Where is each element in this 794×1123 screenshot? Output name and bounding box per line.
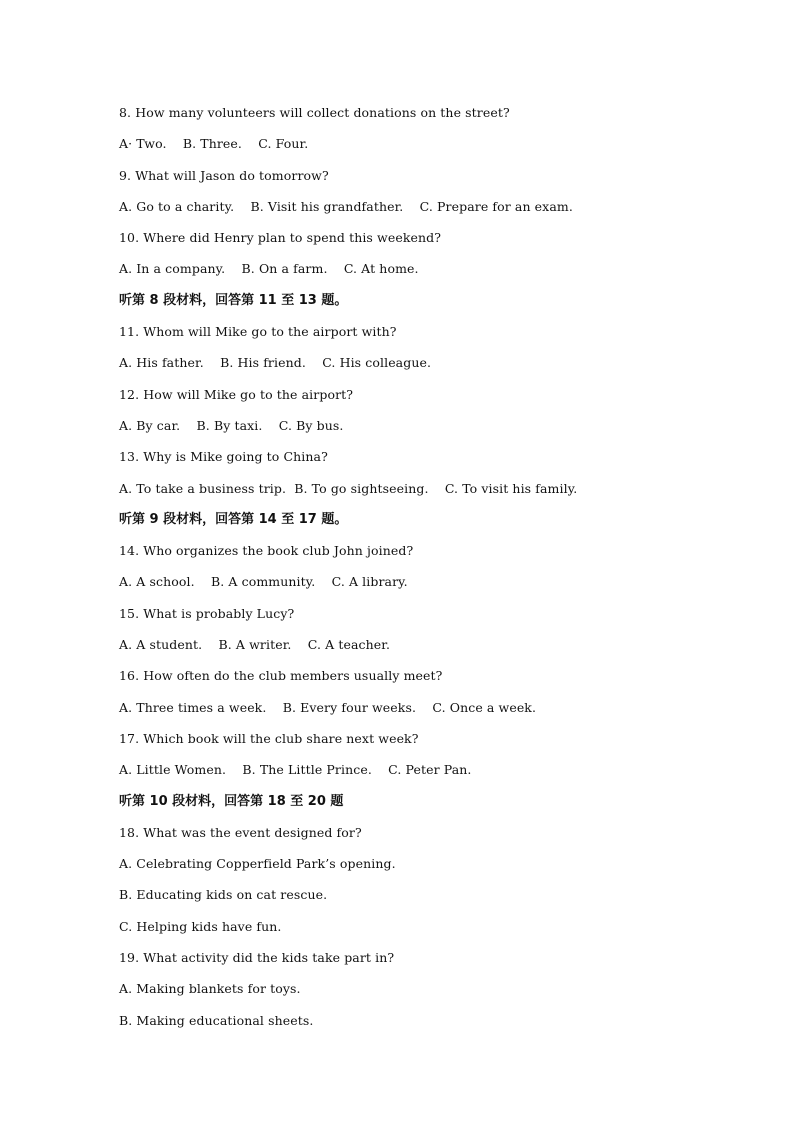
question-14: 14. Who organizes the book club John joined? xyxy=(119,543,414,559)
options-14: A. A school. B. A community. C. A library. xyxy=(119,574,408,590)
options-8: A· Two. B. Three. C. Four. xyxy=(119,136,309,152)
option-18-b: B. Educating kids on cat rescue. xyxy=(119,887,328,903)
options-10: A. In a company. B. On a farm. C. At home. xyxy=(119,261,419,277)
section-heading-8: 听第 8 段材料，回答第 11 至 13 题。 xyxy=(119,292,348,308)
document-page xyxy=(119,102,719,1041)
question-8: 8. How many volunteers will collect donations on the street? xyxy=(119,105,510,120)
option-19-a: A. Making blankets for toys. xyxy=(119,981,301,997)
question-12: 12. How will Mike go to the airport? xyxy=(119,386,354,402)
question-9: 9. What will Jason do tomorrow? xyxy=(119,167,329,183)
options-12: A. By car. B. By taxi. C. By bus. xyxy=(119,417,344,433)
question-18: 18. What was the event designed for? xyxy=(119,824,362,840)
options-16: A. Three times a week. B. Every four weeks. C. Once a week. xyxy=(119,699,537,715)
question-11: 11. Whom will Mike go to the airport with? xyxy=(119,324,397,340)
question-13: 13. Why is Mike going to China? xyxy=(119,449,328,465)
option-18-c: C. Helping kids have fun. xyxy=(119,918,282,934)
options-11: A. His father. B. His friend. C. His colleague. xyxy=(119,355,432,371)
options-9: A. Go to a charity. B. Visit his grandfather. C. Prepare for an exam. xyxy=(119,198,573,214)
question-16: 16. How often do the club members usually meet? xyxy=(119,668,443,684)
question-17: 17. Which book will the club share next week? xyxy=(119,730,419,746)
option-19-b: B. Making educational sheets. xyxy=(119,1012,314,1028)
options-13: A. To take a business trip. B. To go sightseeing. C. To visit his family. xyxy=(119,480,578,496)
options-17: A. Little Women. B. The Little Prince. C. Peter Pan. xyxy=(119,762,472,778)
question-19: 19. What activity did the kids take part in? xyxy=(119,950,395,966)
question-10: 10. Where did Henry plan to spend this weekend? xyxy=(119,230,442,246)
question-15: 15. What is probably Lucy? xyxy=(119,605,295,621)
option-18-a: A. Celebrating Copperfield Park’s opening. xyxy=(119,856,396,872)
options-15: A. A student. B. A writer. C. A teacher. xyxy=(119,637,391,653)
section-heading-10: 听第 10 段材料，回答第 18 至 20 题 xyxy=(119,793,344,809)
section-heading-9: 听第 9 段材料，回答第 14 至 17 题。 xyxy=(119,511,348,527)
